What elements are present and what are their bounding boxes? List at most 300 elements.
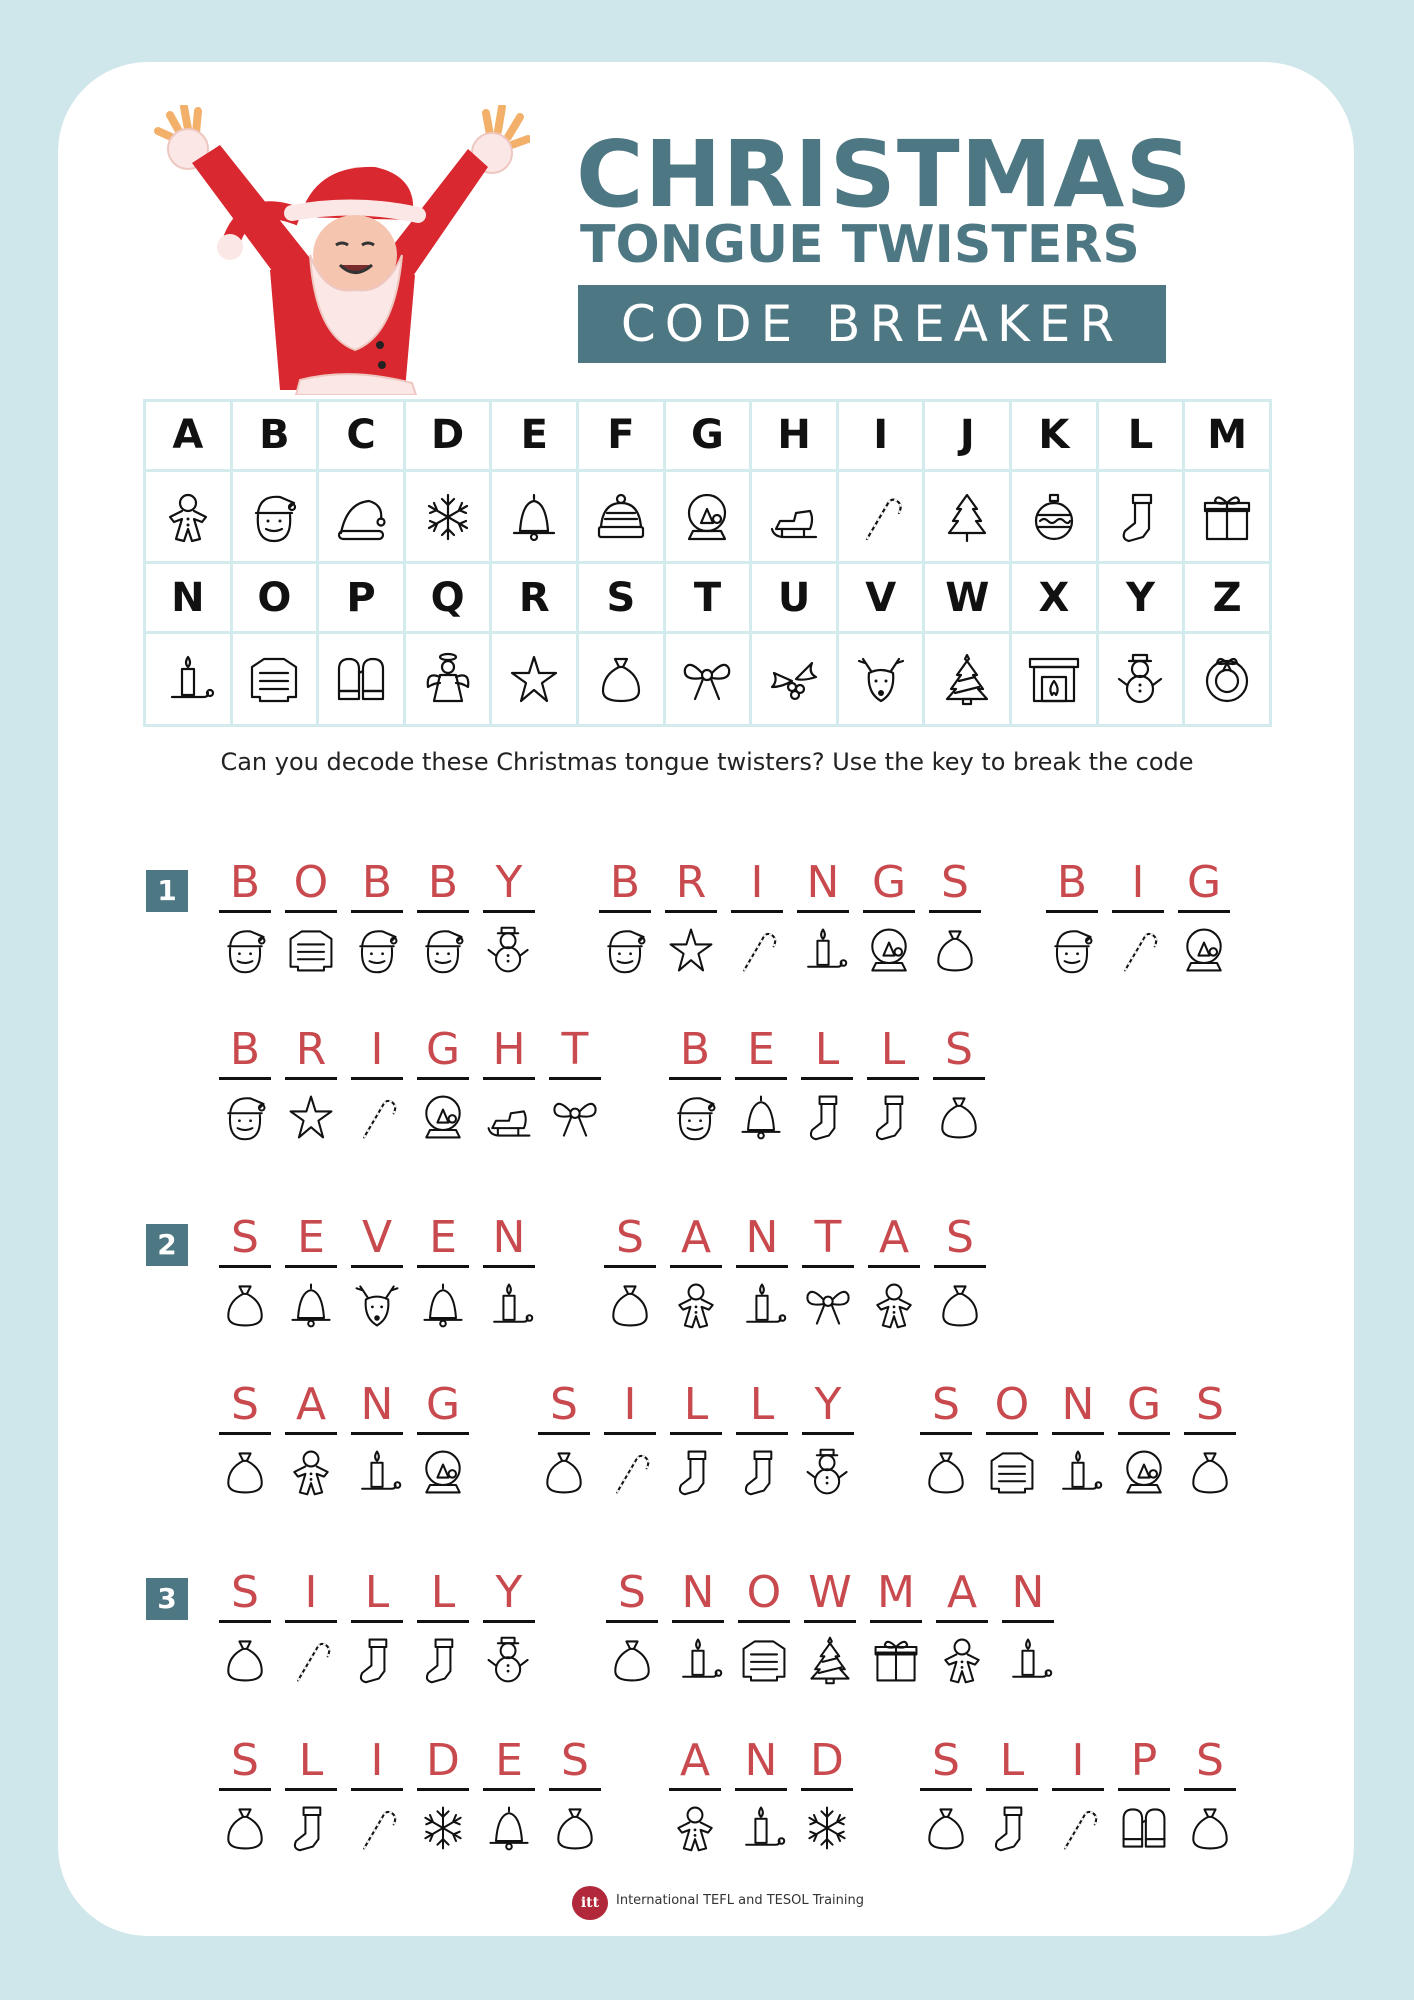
answer-letter: B (679, 1024, 711, 1075)
code-symbol (549, 1800, 601, 1856)
snowflake-icon (801, 1800, 853, 1856)
code-cell (934, 1213, 986, 1337)
code-symbol (736, 1444, 788, 1500)
code-cell (1046, 858, 1098, 982)
key-symbol (924, 470, 1011, 563)
key-symbol (1011, 633, 1098, 726)
answer-letter: T (814, 1212, 842, 1263)
answer-blank-line (549, 1077, 601, 1080)
santa-face-icon (1046, 922, 1098, 978)
answer-blank-line (870, 1620, 922, 1623)
answer-blank-line (736, 1265, 788, 1268)
code-symbol (738, 1632, 790, 1688)
answer-blank-line (863, 910, 915, 913)
code-symbol (606, 1632, 658, 1688)
key-symbol (231, 470, 318, 563)
snowman-icon (802, 1444, 854, 1500)
answer-blank-line (417, 1620, 469, 1623)
code-cell (986, 1736, 1038, 1860)
answer-blank-line (351, 1077, 403, 1080)
code-symbol (670, 1444, 722, 1500)
code-symbol (538, 1444, 590, 1500)
code-symbol (1118, 1800, 1170, 1856)
code-cell (285, 1025, 337, 1149)
code-symbol (483, 922, 535, 978)
answer-letter: L (298, 1735, 324, 1786)
key-letter: X (1011, 563, 1098, 633)
stocking-icon (417, 1632, 469, 1688)
answer-blank-line (986, 1788, 1038, 1791)
code-symbol (351, 922, 403, 978)
key-letter: C (318, 401, 405, 471)
code-cell (417, 1568, 469, 1692)
answer-blank-line (934, 1265, 986, 1268)
holly-icon (766, 648, 822, 710)
answer-letter: N (681, 1567, 715, 1618)
stocking-icon (670, 1444, 722, 1500)
key-letter: D (404, 401, 491, 471)
code-symbol (934, 1277, 986, 1333)
answer-blank-line (351, 1620, 403, 1623)
code-symbol (801, 1089, 853, 1145)
santa-face-icon (246, 486, 302, 548)
logo-mark: itt (572, 1886, 608, 1920)
answer-blank-line (933, 1077, 985, 1080)
code-cell (285, 1213, 337, 1337)
key-letter: F (578, 401, 665, 471)
stocking-icon (1113, 486, 1169, 548)
answer-letter: W (808, 1567, 852, 1618)
answer-blank-line (1002, 1620, 1054, 1623)
christmas-tree-icon (804, 1632, 856, 1688)
snow-globe-icon (1118, 1444, 1170, 1500)
answer-blank-line (669, 1077, 721, 1080)
sleigh-icon (766, 486, 822, 548)
answer-letter: E (495, 1735, 523, 1786)
code-symbol (285, 1632, 337, 1688)
answer-letter: L (430, 1567, 456, 1618)
answer-letter: Y (495, 1567, 523, 1618)
answer-blank-line (672, 1620, 724, 1623)
key-symbol (318, 633, 405, 726)
candle-icon (1052, 1444, 1104, 1500)
answer-blank-line (804, 1620, 856, 1623)
key-letter: G (664, 401, 751, 471)
code-cell (929, 858, 981, 982)
code-symbol (804, 1632, 856, 1688)
answer-letter: S (1196, 1379, 1224, 1430)
sack-icon (920, 1444, 972, 1500)
key-letter: B (231, 401, 318, 471)
answer-letter: Y (495, 857, 523, 908)
code-cell (804, 1568, 856, 1692)
code-symbol (285, 1089, 337, 1145)
answer-letter: V (361, 1212, 393, 1263)
code-cell (669, 1736, 721, 1860)
code-cell (285, 1736, 337, 1860)
key-symbol (751, 470, 838, 563)
candle-icon (672, 1632, 724, 1688)
answer-letter: S (561, 1735, 589, 1786)
ornament-icon (1026, 486, 1082, 548)
candy-cane-icon (853, 486, 909, 548)
christmas-tree-icon (939, 648, 995, 710)
code-symbol (863, 922, 915, 978)
code-cell (1052, 1380, 1104, 1504)
code-cell (351, 1213, 403, 1337)
code-symbol (868, 1277, 920, 1333)
twister-number: 1 (146, 870, 188, 912)
code-cell (736, 1380, 788, 1504)
answer-letter: I (370, 1735, 384, 1786)
answer-blank-line (599, 910, 651, 913)
santa-face-icon (351, 922, 403, 978)
snow-globe-icon (679, 486, 735, 548)
key-symbol (578, 470, 665, 563)
twister-number: 2 (146, 1224, 188, 1266)
sack-icon (219, 1277, 271, 1333)
key-symbol (751, 633, 838, 726)
code-symbol (670, 1277, 722, 1333)
candy-cane-icon (731, 922, 783, 978)
answer-letter: G (425, 1379, 461, 1430)
answer-blank-line (1118, 1788, 1170, 1791)
code-cell (738, 1568, 790, 1692)
code-cell (665, 858, 717, 982)
sack-icon (538, 1444, 590, 1500)
answer-letter: D (426, 1735, 460, 1786)
answer-letter: G (871, 857, 907, 908)
mittens-icon (333, 648, 389, 710)
key-symbol (491, 633, 578, 726)
key-symbol (1184, 633, 1271, 726)
answer-blank-line (1052, 1788, 1104, 1791)
answer-letter: S (231, 1212, 259, 1263)
fireplace-icon (1026, 648, 1082, 710)
code-symbol (933, 1089, 985, 1145)
answer-blank-line (219, 910, 271, 913)
title-code-breaker: CODE BREAKER (578, 285, 1166, 363)
answer-blank-line (285, 1788, 337, 1791)
gingerbread-man-icon (670, 1277, 722, 1333)
answer-blank-line (219, 1432, 271, 1435)
stocking-icon (285, 1800, 337, 1856)
sack-icon (219, 1800, 271, 1856)
code-symbol (351, 1089, 403, 1145)
code-cell (670, 1380, 722, 1504)
code-cell (549, 1736, 601, 1860)
sack-icon (549, 1800, 601, 1856)
answer-letter: S (932, 1379, 960, 1430)
answer-letter: S (231, 1567, 259, 1618)
code-cell (604, 1380, 656, 1504)
code-symbol (986, 1444, 1038, 1500)
answer-blank-line (351, 910, 403, 913)
sack-icon (934, 1277, 986, 1333)
answer-blank-line (351, 1788, 403, 1791)
code-symbol (219, 1632, 271, 1688)
answer-blank-line (868, 1265, 920, 1268)
gingerbread-man-icon (669, 1800, 721, 1856)
code-symbol (285, 1277, 337, 1333)
answer-blank-line (285, 1432, 337, 1435)
code-symbol (1052, 1800, 1104, 1856)
candle-icon (797, 922, 849, 978)
logo-text: International TEFL and TESOL Training (616, 1893, 865, 1908)
code-symbol (417, 1444, 469, 1500)
key-letter: Q (404, 563, 491, 633)
code-cell (867, 1025, 919, 1149)
key-symbol (231, 633, 318, 726)
key-letter: L (1097, 401, 1184, 471)
answer-blank-line (604, 1432, 656, 1435)
candy-cane-icon (285, 1632, 337, 1688)
answer-blank-line (1112, 910, 1164, 913)
answer-blank-line (483, 1265, 535, 1268)
code-symbol (669, 1089, 721, 1145)
code-cell (1118, 1380, 1170, 1504)
code-cell (538, 1380, 590, 1504)
code-cell (1178, 858, 1230, 982)
wreath-icon (1199, 648, 1255, 710)
code-symbol (802, 1444, 854, 1500)
santa-face-icon (669, 1089, 721, 1145)
code-symbol (731, 922, 783, 978)
candy-cane-icon (604, 1444, 656, 1500)
code-cell (599, 858, 651, 982)
code-cell (285, 858, 337, 982)
gingerbread-man-icon (936, 1632, 988, 1688)
code-symbol (1184, 1800, 1236, 1856)
answer-letter: N (745, 1212, 779, 1263)
code-cell (669, 1025, 721, 1149)
code-symbol (802, 1277, 854, 1333)
code-cell (351, 1736, 403, 1860)
answer-letter: I (370, 1024, 384, 1075)
sack-icon (219, 1632, 271, 1688)
candle-icon (736, 1277, 788, 1333)
code-symbol (549, 1089, 601, 1145)
answer-blank-line (417, 1432, 469, 1435)
bell-icon (417, 1277, 469, 1333)
code-cell (219, 1568, 271, 1692)
code-cell (986, 1380, 1038, 1504)
reindeer-icon (853, 648, 909, 710)
answer-blank-line (483, 1077, 535, 1080)
answer-blank-line (986, 1432, 1038, 1435)
answer-blank-line (801, 1788, 853, 1791)
code-cell (417, 1380, 469, 1504)
key-letter: H (751, 401, 838, 471)
answer-letter: E (297, 1212, 325, 1263)
answer-blank-line (736, 1432, 788, 1435)
code-cell (1052, 1736, 1104, 1860)
answer-letter: L (880, 1024, 906, 1075)
answer-blank-line (802, 1432, 854, 1435)
sweater-icon (986, 1444, 1038, 1500)
code-symbol (417, 1632, 469, 1688)
sack-icon (929, 922, 981, 978)
answer-letter: S (550, 1379, 578, 1430)
answer-blank-line (604, 1265, 656, 1268)
answer-letter: B (229, 1024, 261, 1075)
code-symbol (920, 1800, 972, 1856)
code-cell (863, 858, 915, 982)
santa-hat-icon (333, 486, 389, 548)
bow-icon (549, 1089, 601, 1145)
bell-icon (506, 486, 562, 548)
sack-icon (604, 1277, 656, 1333)
answer-letter: L (364, 1567, 390, 1618)
answer-letter: G (1126, 1379, 1162, 1430)
snowflake-icon (417, 1800, 469, 1856)
code-cell (1118, 1736, 1170, 1860)
answer-blank-line (670, 1432, 722, 1435)
candy-cane-icon (1112, 922, 1164, 978)
answer-blank-line (731, 910, 783, 913)
key-symbol (1097, 633, 1184, 726)
code-cell (1112, 858, 1164, 982)
pine-tree-icon (939, 486, 995, 548)
key-symbol (404, 470, 491, 563)
answer-letter: S (231, 1735, 259, 1786)
reindeer-icon (351, 1277, 403, 1333)
bell-icon (483, 1800, 535, 1856)
key-symbol (1011, 470, 1098, 563)
answer-blank-line (738, 1620, 790, 1623)
answer-blank-line (606, 1620, 658, 1623)
answer-blank-line (665, 910, 717, 913)
key-symbol (664, 633, 751, 726)
candle-icon (1002, 1632, 1054, 1688)
key-letter: T (664, 563, 751, 633)
key-letter: I (837, 401, 924, 471)
code-cell (351, 1568, 403, 1692)
answer-blank-line (417, 1077, 469, 1080)
angel-icon (420, 648, 476, 710)
answer-letter: A (878, 1212, 910, 1263)
code-symbol (351, 1800, 403, 1856)
code-cell (670, 1213, 722, 1337)
answer-letter: N (806, 857, 840, 908)
answer-letter: G (1186, 857, 1222, 908)
answer-blank-line (483, 910, 535, 913)
star-icon (665, 922, 717, 978)
answer-letter: S (1196, 1735, 1224, 1786)
code-cell (736, 1213, 788, 1337)
sack-icon (593, 648, 649, 710)
code-symbol (219, 1800, 271, 1856)
gingerbread-man-icon (160, 486, 216, 548)
answer-blank-line (219, 1077, 271, 1080)
code-symbol (219, 1277, 271, 1333)
code-symbol (1052, 1444, 1104, 1500)
code-symbol (604, 1277, 656, 1333)
key-letter: Z (1184, 563, 1271, 633)
code-symbol (599, 922, 651, 978)
candy-cane-icon (351, 1089, 403, 1145)
key-symbol (145, 470, 232, 563)
code-symbol (801, 1800, 853, 1856)
sweater-icon (285, 922, 337, 978)
code-symbol (483, 1632, 535, 1688)
answer-blank-line (1178, 910, 1230, 913)
title-tongue-twisters: TONGUE TWISTERS (580, 215, 1140, 275)
code-cell (868, 1213, 920, 1337)
code-cell (936, 1568, 988, 1692)
answer-blank-line (920, 1788, 972, 1791)
answer-letter: S (941, 857, 969, 908)
answer-letter: A (295, 1379, 327, 1430)
code-cell (802, 1380, 854, 1504)
code-cell (351, 858, 403, 982)
key-letter: O (231, 563, 318, 633)
code-cell (735, 1736, 787, 1860)
code-symbol (920, 1444, 972, 1500)
answer-blank-line (670, 1265, 722, 1268)
code-cell (606, 1568, 658, 1692)
key-symbol (837, 633, 924, 726)
title-christmas: CHRISTMAS (576, 121, 1193, 228)
snowman-icon (483, 922, 535, 978)
key-letter: S (578, 563, 665, 633)
answer-blank-line (929, 910, 981, 913)
code-symbol (351, 1444, 403, 1500)
key-letter: W (924, 563, 1011, 633)
code-symbol (986, 1800, 1038, 1856)
gingerbread-man-icon (285, 1444, 337, 1500)
answer-letter: S (946, 1212, 974, 1263)
santa-face-icon (599, 922, 651, 978)
sack-icon (1184, 1800, 1236, 1856)
key-letter: J (924, 401, 1011, 471)
key-symbol (1184, 470, 1271, 563)
code-cell (933, 1025, 985, 1149)
code-symbol (351, 1632, 403, 1688)
key-symbol (318, 470, 405, 563)
sack-icon (1184, 1444, 1236, 1500)
code-cell (920, 1380, 972, 1504)
candle-icon (483, 1277, 535, 1333)
code-symbol (1046, 922, 1098, 978)
answer-letter: M (877, 1567, 915, 1618)
code-cell (920, 1736, 972, 1860)
code-cell (417, 1736, 469, 1860)
answer-letter: E (747, 1024, 775, 1075)
code-cell (802, 1213, 854, 1337)
answer-blank-line (1118, 1432, 1170, 1435)
answer-letter: I (750, 857, 764, 908)
bell-icon (735, 1089, 787, 1145)
answer-letter: R (295, 1024, 327, 1075)
key-letter: E (491, 401, 578, 471)
code-symbol (483, 1277, 535, 1333)
answer-blank-line (669, 1788, 721, 1791)
code-cell (549, 1025, 601, 1149)
bow-icon (802, 1277, 854, 1333)
stocking-icon (351, 1632, 403, 1688)
key-symbol (578, 633, 665, 726)
code-symbol (417, 1800, 469, 1856)
answer-letter: B (361, 857, 393, 908)
snowman-icon (1113, 648, 1169, 710)
answer-blank-line (549, 1788, 601, 1791)
code-cell (483, 1025, 535, 1149)
code-cell (672, 1568, 724, 1692)
answer-letter: O (746, 1567, 782, 1618)
code-cell (735, 1025, 787, 1149)
sleigh-icon (483, 1089, 535, 1145)
